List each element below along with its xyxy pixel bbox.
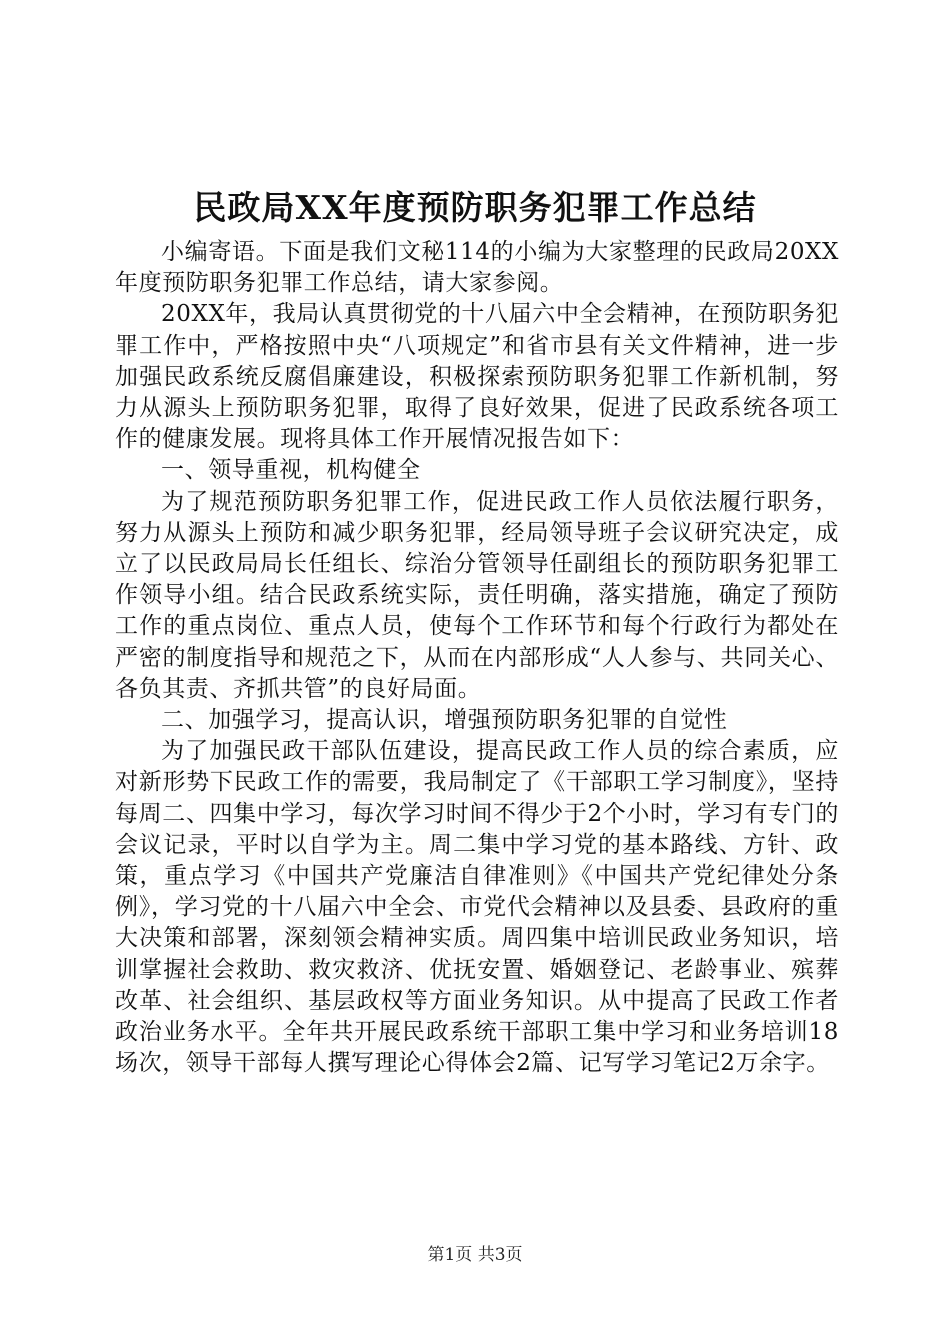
document-body <box>115 237 839 1079</box>
overview-paragraph: 20XX年，我局认真贯彻党的十八届六中全会精神，在预防职务犯罪工作中，严格按照中央“八项规定”和省市县有关文件精神，进一步加强民政系统反腐倡廉建设，积极探索预防职务犯罪工作新机制，努力从源头上预防职务犯罪，取得了良好效果，促进了民政系统各项工作的健康发展。现将具体工作开展情况报告如下： <box>115 301 840 453</box>
document-title: 民政局XX年度预防职务犯罪工作总结 <box>193 188 757 227</box>
intro-paragraph: 小编寄语。下面是我们文秘114的小编为大家整理的民政局20XX年度预防职务犯罪工作总结，请大家参阅。 <box>115 239 839 297</box>
section-1-paragraph: 为了规范预防职务犯罪工作，促进民政工作人员依法履行职务，努力从源头上预防和减少职务犯罪，经局领导班子会议研究决定，成立了以民政局局长任组长、综治分管领导任副组长的预防职务犯罪工作领导小组。结合民政系统实际，责任明确，落实措施，确定了预防工作的重点岗位、重点人员，使每个工作环节和每个行政行为都处在严密的制度指导和规范之下，从而在内部形成“人人参与、共同关心、各负其责、齐抓共管”的良好局面。 <box>115 488 839 702</box>
section-heading-2: 二、加强学习，提高认识，增强预防职务犯罪的自觉性 <box>161 707 728 734</box>
section-heading-1: 一、领导重视，机构健全 <box>161 457 421 484</box>
section-2-paragraph: 为了加强民政干部队伍建设，提高民政工作人员的综合素质，应对新形势下民政工作的需要，我局制定了《干部职工学习制度》，坚持每周二、四集中学习，每次学习时间不得少于2个小时，学习有专门的会议记录，平时以自学为主。周二集中学习党的基本路线、方针、政策，重点学习《中国共产党廉洁自律准则》《中国共产党纪律处分条例》，学习党的十八届六中全会、市党代会精神以及县委、县政府的重大决策和部署，深刻领会精神实质。周四集中培训民政业务知识，培训掌握社会救助、救灾救济、优抚安置、婚姻登记、老龄事业、殡葬改革、社会组织、基层政权等方面业务知识。从中提高了民政工作者政治业务水平。全年共开展民政系统干部职工集中学习和业务培训18场次，领导干部每人撰写理论心得体会2篇、记写学习笔记2万余字。 <box>115 738 839 1077</box>
page-number-footer: 第1页 共3页 <box>427 1245 523 1265</box>
